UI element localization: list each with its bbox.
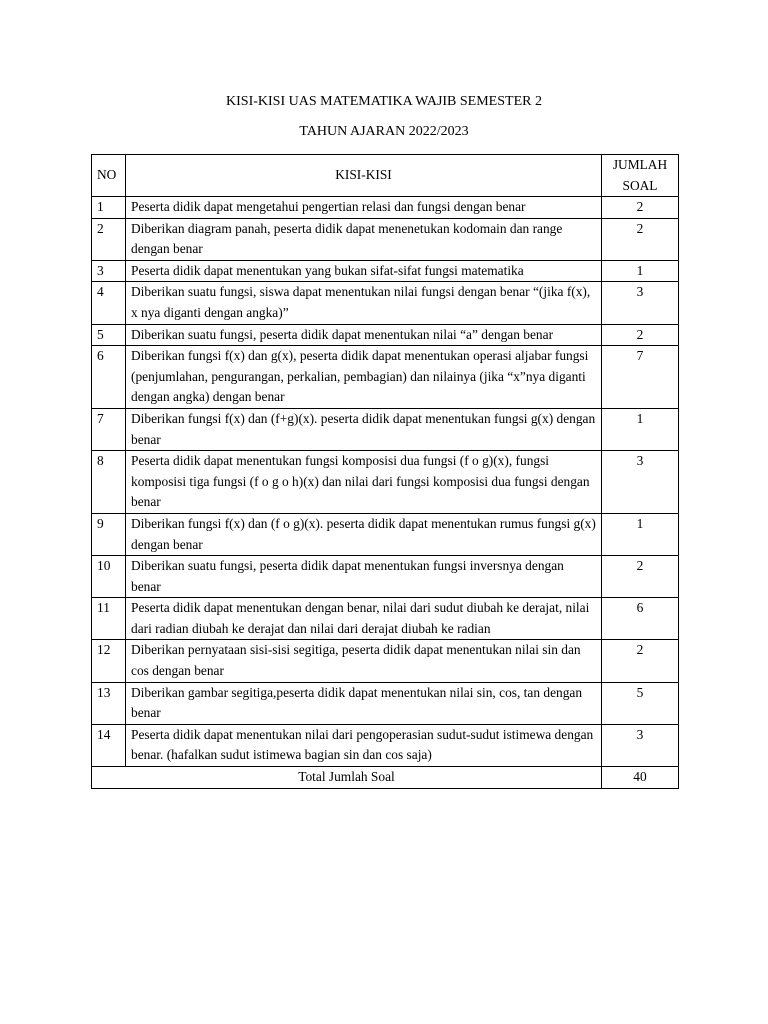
total-label: Total Jumlah Soal <box>92 767 602 789</box>
table-row <box>92 408 679 450</box>
row-kisi-kisi: Peserta didik dapat menentukan nilai dari pengoperasian sudut-sudut istimewa dengan benar. (hafalkan sudut istimewa bagian sin dan cos saja) <box>126 724 602 766</box>
header-kisi-kisi: KISI-KISI <box>126 155 602 197</box>
header-jumlah-line1: JUMLAH <box>612 157 668 172</box>
row-kisi-kisi: Diberikan fungsi f(x) dan (f+g)(x). peserta didik dapat menentukan fungsi g(x) dengan benar <box>126 408 602 450</box>
row-jumlah-soal: 5 <box>602 682 679 724</box>
row-jumlah-soal: 1 <box>602 513 679 555</box>
row-no: 10 <box>92 556 126 598</box>
table-header-row <box>92 155 679 197</box>
header-jumlah-soal <box>602 155 679 197</box>
row-kisi-kisi: Diberikan pernyataan sisi-sisi segitiga, peserta didik dapat menentukan nilai sin dan cos dengan benar <box>126 640 602 682</box>
row-jumlah-soal: 2 <box>602 324 679 346</box>
row-jumlah-soal: 3 <box>602 724 679 766</box>
table-row <box>92 346 679 409</box>
row-jumlah-soal: 7 <box>602 346 679 409</box>
table-row <box>92 556 679 598</box>
row-no: 6 <box>92 346 126 409</box>
row-no: 11 <box>92 598 126 640</box>
row-no: 5 <box>92 324 126 346</box>
table-row <box>92 282 679 324</box>
row-jumlah-soal: 2 <box>602 218 679 260</box>
row-no: 7 <box>92 408 126 450</box>
row-kisi-kisi: Diberikan suatu fungsi, peserta didik dapat menentukan fungsi inversnya dengan benar <box>126 556 602 598</box>
table-row <box>92 218 679 260</box>
row-no: 13 <box>92 682 126 724</box>
row-kisi-kisi: Diberikan fungsi f(x) dan g(x), peserta didik dapat menentukan operasi aljabar fungsi (penjumlahan, pengurangan, perkalian, pembagian) dan nilainya (jika “x”nya diganti dengan angka) dengan benar <box>126 346 602 409</box>
row-jumlah-soal: 1 <box>602 260 679 282</box>
row-no: 2 <box>92 218 126 260</box>
table-body <box>92 197 679 767</box>
row-no: 14 <box>92 724 126 766</box>
row-no: 12 <box>92 640 126 682</box>
row-no: 8 <box>92 451 126 514</box>
kisi-kisi-table <box>91 154 679 789</box>
table-row <box>92 640 679 682</box>
row-kisi-kisi: Peserta didik dapat mengetahui pengertian relasi dan fungsi dengan benar <box>126 197 602 219</box>
table-row <box>92 682 679 724</box>
header-no: NO <box>92 155 126 197</box>
row-jumlah-soal: 2 <box>602 197 679 219</box>
table-row <box>92 513 679 555</box>
header-jumlah-line2: SOAL <box>622 177 658 193</box>
row-jumlah-soal: 6 <box>602 598 679 640</box>
row-kisi-kisi: Peserta didik dapat menentukan dengan benar, nilai dari sudut diubah ke derajat, nilai dari radian diubah ke derajat dan nilai dari derajat diubah ke radian <box>126 598 602 640</box>
row-no: 4 <box>92 282 126 324</box>
document-subtitle: TAHUN AJARAN 2022/2023 <box>299 124 469 139</box>
total-row <box>92 767 679 789</box>
document-title: KISI-KISI UAS MATEMATIKA WAJIB SEMESTER 2 <box>226 94 542 109</box>
row-kisi-kisi: Diberikan diagram panah, peserta didik dapat menenetukan kodomain dan range dengan benar <box>126 218 602 260</box>
row-kisi-kisi: Diberikan fungsi f(x) dan (f o g)(x). peserta didik dapat menentukan rumus fungsi g(x) dengan benar <box>126 513 602 555</box>
total-value: 40 <box>602 767 679 789</box>
row-no: 3 <box>92 260 126 282</box>
table-row <box>92 451 679 514</box>
row-jumlah-soal: 3 <box>602 451 679 514</box>
table-row <box>92 324 679 346</box>
table-row <box>92 724 679 766</box>
row-kisi-kisi: Peserta didik dapat menentukan fungsi komposisi dua fungsi (f o g)(x), fungsi komposisi tiga fungsi (f o g o h)(x) dan nilai dari fungsi komposisi dua fungsi dengan benar <box>126 451 602 514</box>
row-kisi-kisi: Diberikan suatu fungsi, siswa dapat menentukan nilai fungsi dengan benar “(jika f(x), x nya diganti dengan angka)” <box>126 282 602 324</box>
row-no: 9 <box>92 513 126 555</box>
row-kisi-kisi: Diberikan suatu fungsi, peserta didik dapat menentukan nilai “a” dengan benar <box>126 324 602 346</box>
row-kisi-kisi: Peserta didik dapat menentukan yang bukan sifat-sifat fungsi matematika <box>126 260 602 282</box>
row-kisi-kisi: Diberikan gambar segitiga,peserta didik dapat menentukan nilai sin, cos, tan dengan benar <box>126 682 602 724</box>
table-row <box>92 260 679 282</box>
row-jumlah-soal: 3 <box>602 282 679 324</box>
table-row <box>92 197 679 219</box>
row-jumlah-soal: 2 <box>602 640 679 682</box>
row-jumlah-soal: 1 <box>602 408 679 450</box>
row-no: 1 <box>92 197 126 219</box>
row-jumlah-soal: 2 <box>602 556 679 598</box>
table-row <box>92 598 679 640</box>
